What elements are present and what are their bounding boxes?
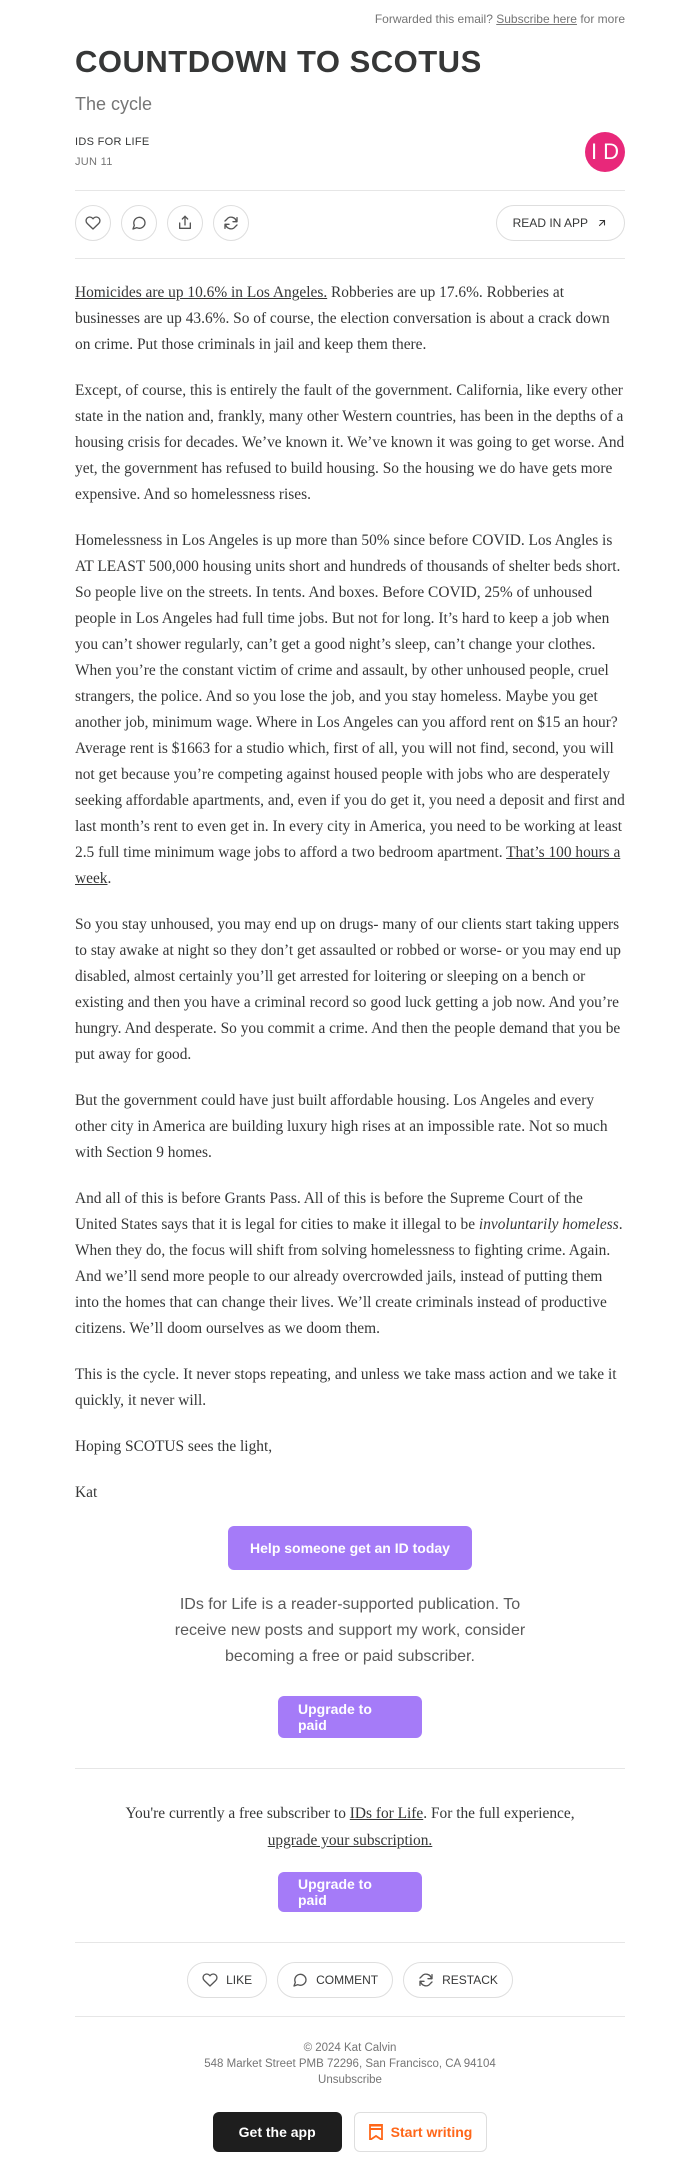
hours-link[interactable]: That’s 100 hours a week — [75, 844, 621, 887]
like-label: LIKE — [226, 1973, 253, 1987]
paragraph-text: . — [107, 870, 112, 887]
paragraph: This is the cycle. It never stops repeating, and unless we take mass action and we take it quickly, it never will. — [75, 1366, 617, 1409]
publication-avatar[interactable]: I D — [585, 132, 625, 172]
subscribe-link[interactable]: Subscribe here — [496, 12, 577, 26]
copyright: © 2024 Kat Calvin — [303, 2042, 397, 2054]
bottom-actions — [75, 2112, 625, 2152]
comment-pill-button[interactable] — [277, 1962, 393, 1998]
emphasis-text: involuntarily homeless — [478, 1216, 619, 1233]
paragraph-text: And all of this is before Grants Pass. All of this is before the Supreme Court of the United States says that it is legal for cities to make it illegal to be — [75, 1190, 583, 1233]
post-body — [75, 280, 625, 1526]
footer — [75, 2040, 625, 2088]
divider — [75, 2016, 625, 2017]
for-more-text: for more — [580, 12, 625, 26]
upgrade-cta-2 — [75, 1872, 625, 1912]
like-pill-button[interactable] — [187, 1962, 267, 1998]
arrow-up-right-icon — [596, 217, 608, 229]
help-cta — [75, 1526, 625, 1570]
read-in-app-label: READ IN APP — [512, 216, 588, 230]
paragraph — [75, 280, 625, 358]
restack-pill-button[interactable] — [403, 1962, 513, 1998]
paragraph-text: . When they do, the focus will shift from solving homelessness to fighting crime. Again. And we’ll send more people to our already overcrowded jails, instead of putting them into the homes that can change their lives. We’ll create criminals instead of productive citizens. We’ll doom ourselves as we doom them. — [75, 1216, 623, 1337]
upgrade-button[interactable]: Upgrade to paid — [278, 1872, 422, 1912]
forwarded-notice — [375, 12, 625, 26]
heart-icon — [202, 1972, 218, 1988]
read-in-app-button[interactable] — [496, 205, 625, 241]
forwarded-text: Forwarded this email? — [374, 12, 493, 26]
divider — [75, 258, 625, 259]
comment-button[interactable] — [121, 205, 157, 241]
help-id-button[interactable]: Help someone get an ID today — [228, 1526, 472, 1570]
upgrade-cta-1 — [75, 1696, 625, 1738]
comment-label: COMMENT — [316, 1973, 379, 1987]
address: 548 Market Street PMB 72296, San Francisco, CA 94104 — [204, 2058, 496, 2070]
post-actions-bar — [75, 205, 625, 243]
post-title[interactable]: COUNTDOWN TO SCOTUS — [75, 44, 482, 79]
paragraph: Except, of course, this is entirely the fault of the government. California, like every other state in the nation and, frankly, many other Western countries, has been in the depths of a housing crisis for decades. We’ve known it. We’ve known it was going to get worse. And yet, the government has refused to build housing. So the housing we do have gets more expensive. And so homelessness rises. — [75, 382, 625, 503]
heart-icon — [85, 215, 101, 231]
restack-icon — [223, 215, 239, 231]
divider — [75, 1942, 625, 1943]
share-icon — [177, 215, 193, 231]
paragraph: Hoping SCOTUS sees the light, — [75, 1438, 273, 1455]
notice-text: . For the full experience, — [423, 1805, 575, 1822]
comment-icon — [131, 215, 147, 231]
paragraph: Kat — [75, 1484, 98, 1501]
comment-icon — [292, 1972, 308, 1988]
free-subscriber-notice — [75, 1800, 625, 1854]
paragraph — [75, 1186, 625, 1342]
restack-button[interactable] — [213, 205, 249, 241]
like-button[interactable] — [75, 205, 111, 241]
homicides-link[interactable]: Homicides are up 10.6% in Los Angeles. — [75, 284, 328, 301]
divider — [75, 190, 625, 191]
paragraph-text: Robberies are up 17.6%. Robberies at businesses are up 43.6%. So of course, the election conversation is about a crack down on crime. Put those criminals in jail and keep them there. — [75, 284, 610, 353]
paragraph-text: Homelessness in Los Angeles is up more than 50% since before COVID. Los Angles is AT LEAST 500,000 housing units short and hundreds of thousands of shelter beds short. So people live on the streets. In tents. And boxes. Before COVID, 25% of unhoused people in Los Angeles had full time jobs. But not for long. It’s hard to keep a job when you can’t shower regularly, can’t get a good night’s sleep, can’t change your clothes. When you’re the constant victim of crime and assault, by other unhoused people, cruel strangers, the police. And so you lose the job, and you stay homeless. Maybe you get another job, minimum wage. Where in Los Angeles can you afford rent on $15 an hour? Average rent is $1663 for a studio which, first of all, you will not find, second, you will not get because you’re competing against housed people with jobs who are desperately seeking affordable apartments, and, even if you do get it, you need a deposit and first and last month’s rent to even get in. In every city in America, you need to be working at least 2.5 full time minimum wage jobs to afford a two bedroom apartment. — [75, 532, 625, 861]
start-writing-button[interactable] — [354, 2112, 488, 2152]
upgrade-subscription-link[interactable]: upgrade your subscription. — [267, 1832, 433, 1849]
get-app-button[interactable]: Get the app — [213, 2112, 342, 2152]
share-button[interactable] — [167, 205, 203, 241]
paragraph: So you stay unhoused, you may end up on drugs- many of our clients start taking uppers to stay awake at night so they don’t get assaulted or robbed or worse- or you may end up disabled, almost certainly you’ll get arrested for loitering or sleeping on a bench or existing and then you have a criminal record so good luck getting a job now. And you’re hungry. And desperate. So you commit a crime. And then the people demand that you be put away for good. — [75, 916, 621, 1063]
notice-text: You're currently a free subscriber to — [125, 1805, 350, 1822]
publication-name[interactable]: IDS FOR LIFE — [75, 136, 150, 148]
paragraph: But the government could have just built affordable housing. Los Angeles and every other city in America are building luxury high rises at an impossible rate. Not so much with Section 9 homes. — [75, 1092, 608, 1161]
social-actions — [75, 1962, 625, 2000]
promo-text: IDs for Life is a reader-supported publication. To receive new posts and support my work, consider becoming a free or paid subscriber. — [174, 1596, 526, 1665]
restack-icon — [418, 1972, 434, 1988]
publication-link[interactable]: IDs for Life — [349, 1805, 424, 1822]
post-subtitle: The cycle — [75, 94, 153, 114]
paragraph — [75, 528, 625, 892]
bookmark-icon — [369, 2124, 383, 2140]
restack-label: RESTACK — [442, 1973, 498, 1987]
upgrade-button[interactable]: Upgrade to paid — [278, 1696, 422, 1738]
divider — [75, 1768, 625, 1769]
start-writing-label: Start writing — [390, 2124, 473, 2140]
unsubscribe-link[interactable]: Unsubscribe — [318, 2074, 382, 2086]
post-date: JUN 11 — [75, 156, 113, 168]
